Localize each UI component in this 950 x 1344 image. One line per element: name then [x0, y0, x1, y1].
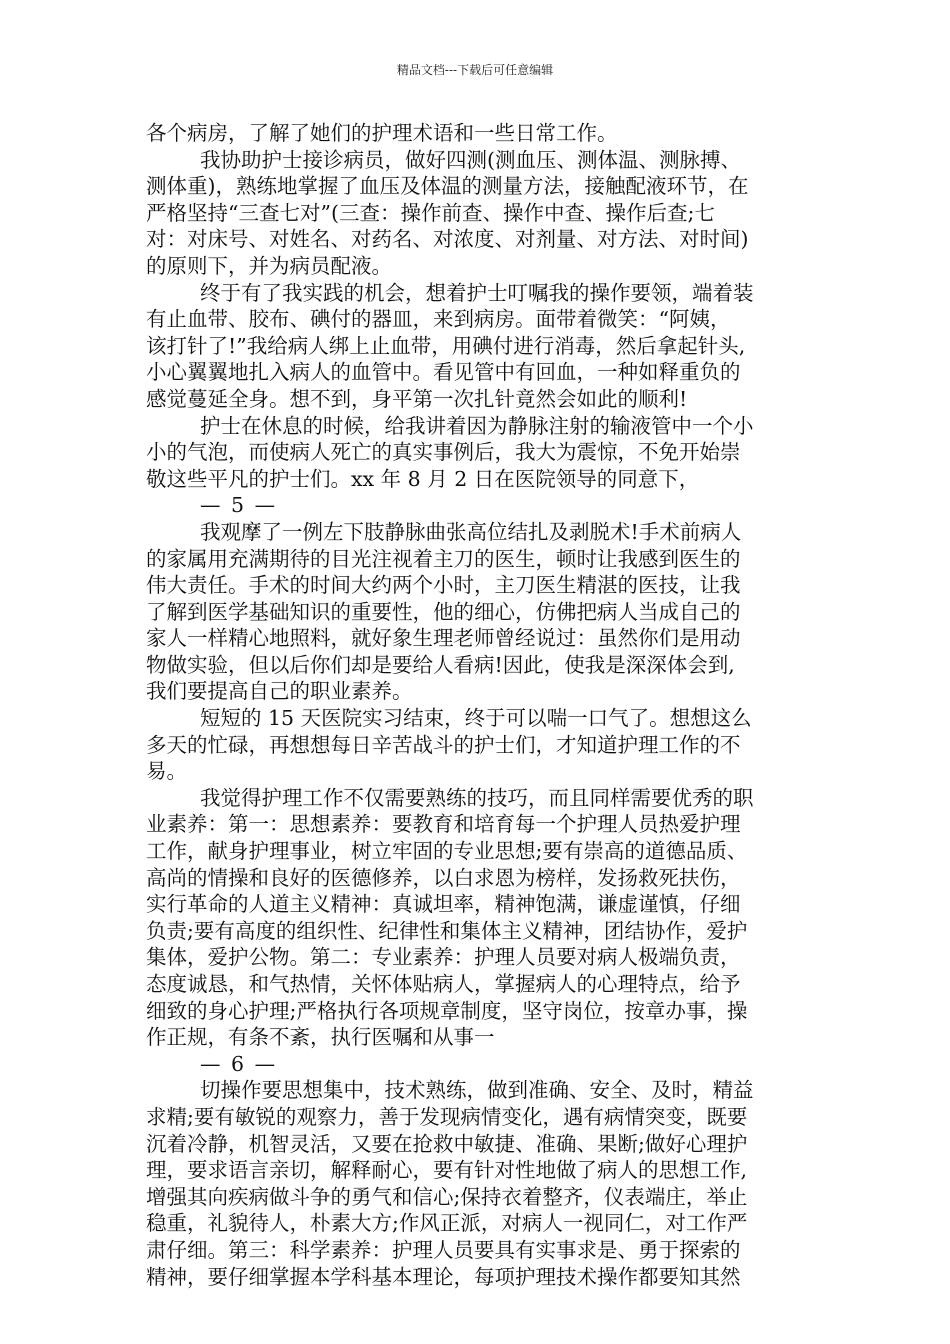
text-line: 稳重，礼貌待人，朴素大方;作风正派，对病人一视同仁，对工作严 — [146, 1211, 748, 1236]
text-line: 肃仔细。第三：科学素养：护理人员要具有实事求是、勇于探索的 — [146, 1237, 741, 1262]
text-line: 我觉得护理工作不仅需要熟练的技巧，而且同样需要优秀的职 — [200, 785, 754, 810]
text-line: 护士在休息的时候，给我讲着因为静脉注射的输液管中一个小 — [200, 413, 754, 438]
text-line: 增强其向疾病做斗争的勇气和信心;保持衣着整齐，仪表端庄，举止 — [146, 1184, 748, 1209]
text-line: 伟大责任。手术的时间大约两个小时，主刀医生精湛的医技，让我 — [146, 573, 741, 598]
text-line: 工作，献身护理事业，树立牢固的专业思想;要有崇高的道德品质、 — [146, 839, 748, 864]
text-line: 短短的 15 天医院实习结束，终于可以喘一口气了。想想这么 — [200, 706, 752, 731]
text-line: 沉着冷静，机智灵活，又要在抢救中敏捷、准确、果断;做好心理护 — [146, 1131, 748, 1156]
text-line: 家人一样精心地照料，就好象生理老师曾经说过：虽然你们是用动 — [146, 626, 741, 651]
text-line: 求精;要有敏锐的观察力，善于发现病情变化，遇有病情突变，既要 — [146, 1104, 748, 1129]
page-number: — 5 — — [200, 493, 278, 518]
document-body — [146, 120, 812, 1290]
text-line: 业素养：第一：思想素养：要教育和培育每一个护理人员热爱护理 — [146, 812, 741, 837]
text-line: 对：对床号、对姓名、对药名、对浓度、对剂量、对方法、对时间) — [146, 227, 749, 252]
page-header: 精品文档---下载后可任意编辑 — [396, 63, 554, 77]
text-line: 各个病房，了解了她们的护理术语和一些日常工作。 — [146, 121, 618, 145]
text-line: 严格坚持“三查七对”(三查：操作前查、操作中查、操作后查;七 — [146, 200, 715, 225]
text-line: 理，要求语言亲切，解释耐心，要有针对性地做了病人的思想工作, — [146, 1158, 748, 1183]
text-line: 作正规，有条不紊，执行医嘱和从事一 — [146, 1025, 495, 1050]
text-line: 有止血带、胶布、碘付的器皿，来到病房。面带着微笑：“阿姨， — [146, 307, 731, 332]
page-number: — 6 — — [200, 1051, 278, 1076]
text-line: 细致的身心护理;严格执行各项规章制度，坚守岗位，按章办事，操 — [146, 998, 748, 1023]
text-line: 多天的忙碌，再想想每日辛苦战斗的护士们，才知道护理工作的不 — [146, 732, 741, 757]
text-line: 我观摩了一例左下肢静脉曲张高位结扎及剥脱术!手术前病人 — [200, 519, 742, 544]
text-line: 物做实验，但以后你们却是要给人看病!因此，使我是深深体会到, — [146, 652, 735, 677]
text-line: 该打针了!”我给病人绑上止血带，用碘付进行消毒，然后拿起针头, — [146, 333, 746, 358]
text-line: 我协助护士接诊病员，做好四测(测血压、测体温、测脉搏、 — [200, 147, 741, 172]
text-line: 精神，要仔细掌握本学科基本理论，每项护理技术操作都要知其然 — [146, 1264, 741, 1289]
text-line: 负责;要有高度的组织性、纪律性和集体主义精神，团结协作，爱护 — [146, 918, 748, 943]
text-line: 我们要提高自己的职业素养。 — [146, 679, 413, 704]
text-line: 易。 — [146, 759, 187, 784]
text-line: 的原则下，并为病员配液。 — [146, 253, 392, 278]
text-line: 了解到医学基础知识的重要性，他的细心，仿佛把病人当成自己的 — [146, 599, 741, 624]
text-line: 小的气泡，而使病人死亡的真实事例后，我大为震惊，不免开始崇 — [146, 440, 741, 465]
text-line: 敬这些平凡的护士们。xx 年 8 月 2 日在医院领导的同意下， — [146, 466, 700, 491]
text-line: 态度诚恳，和气热情，关怀体贴病人，掌握病人的心理特点，给予 — [146, 972, 741, 996]
text-line: 实行革命的人道主义精神：真诚坦率，精神饱满，谦虚谨慎，仔细 — [146, 892, 741, 917]
text-line: 的家属用充满期待的目光注视着主刀的医生，顿时让我感到医生的 — [146, 546, 741, 571]
text-line: 测体重)，熟练地掌握了血压及体温的测量方法，接触配液环节，在 — [146, 174, 749, 199]
text-line: 终于有了我实践的机会，想着护士叮嘱我的操作要领，端着装 — [200, 280, 754, 305]
text-line: 感觉蔓延全身。想不到，身平第一次扎针竟然会如此的顺利! — [146, 386, 688, 411]
text-line: 小心翼翼地扎入病人的血管中。看见管中有回血，一种如释重负的 — [146, 360, 741, 385]
text-line: 高尚的情操和良好的医德修养，以白求恩为榜样，发扬救死扶伤， — [146, 865, 741, 890]
text-line: 集体，爱护公物。第二：专业素养：护理人员要对病人极端负责， — [146, 945, 741, 970]
text-line: 切操作要思想集中，技术熟练，做到准确、安全、及时，精益 — [200, 1078, 754, 1103]
